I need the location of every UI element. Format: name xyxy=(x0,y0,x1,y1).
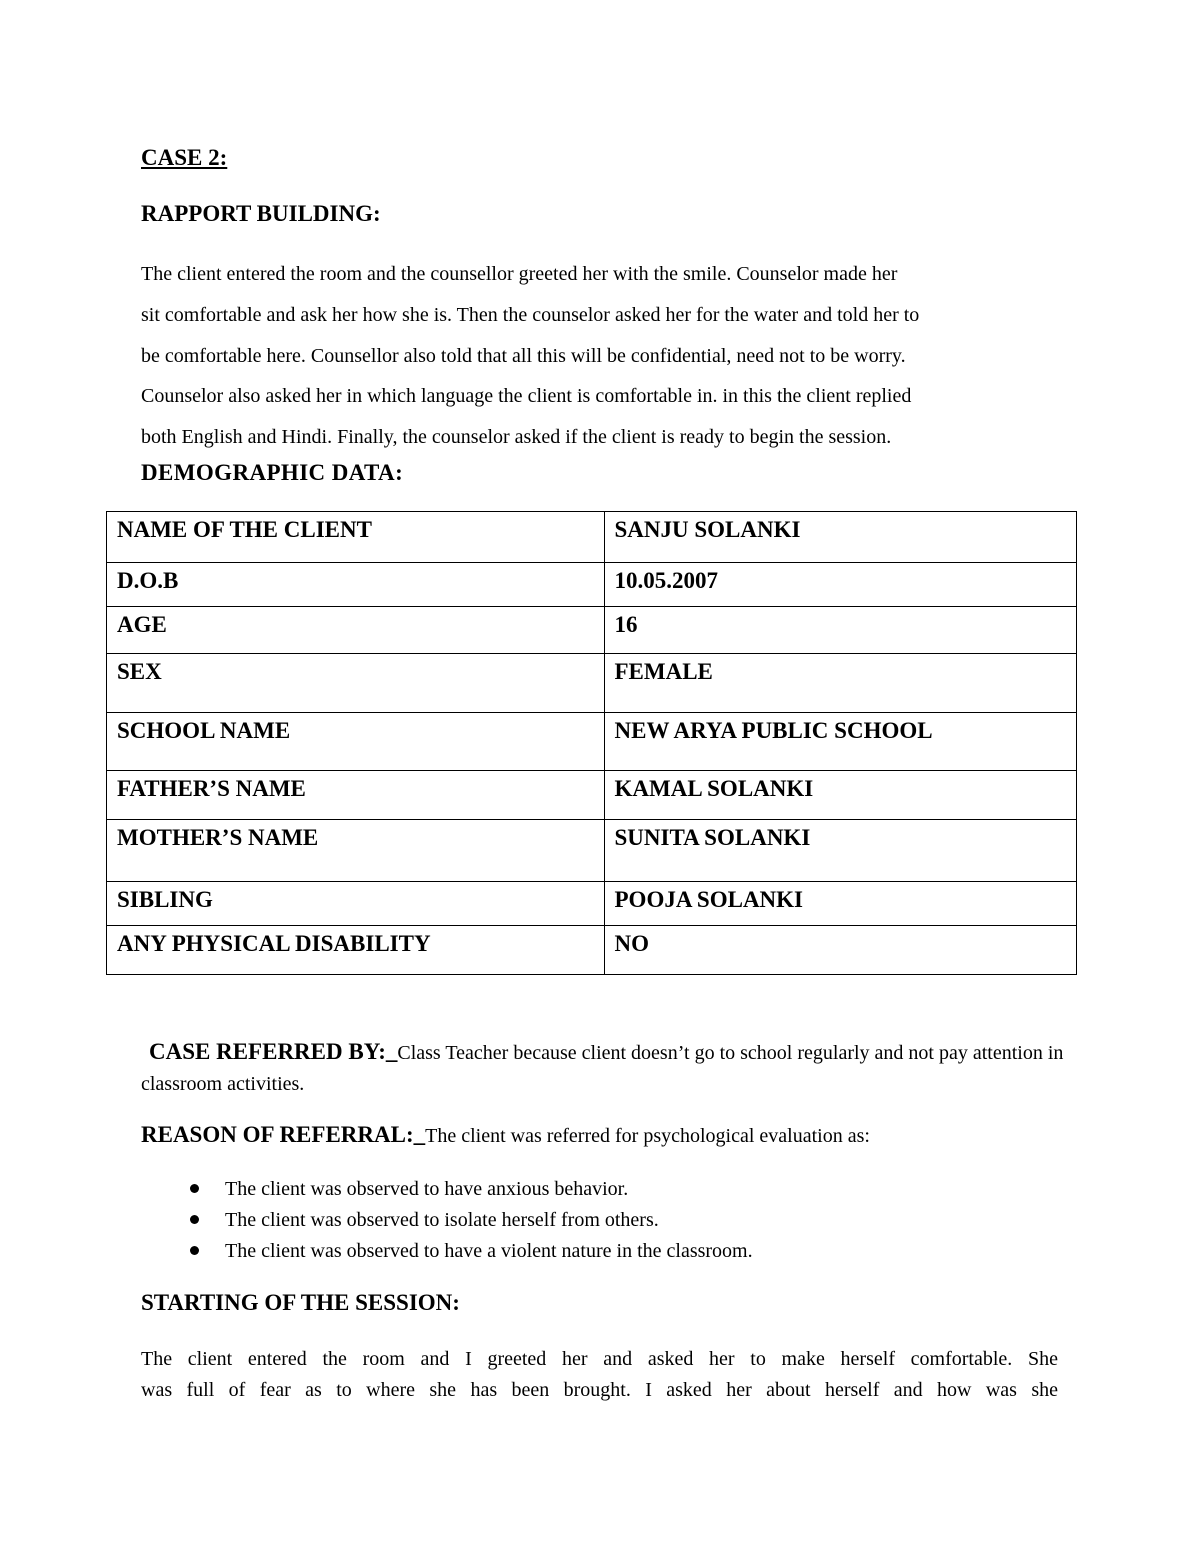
reason-label: REASON OF REFERRAL:_ xyxy=(141,1122,426,1147)
list-item xyxy=(182,1207,753,1238)
rapport-line: The client entered the room and the counsellor greeted her with the smile. Counselor made her xyxy=(141,263,898,285)
table-row xyxy=(107,882,1077,926)
row-key: SIBLING xyxy=(107,882,605,926)
session-line: was full of fear as to where she has been brought. I asked her about herself and how was she xyxy=(141,1379,1058,1401)
reason-bullet-list xyxy=(182,1176,753,1269)
reason-of-referral xyxy=(141,1122,1071,1148)
row-value: POOJA SOLANKI xyxy=(604,882,1077,926)
row-value: KAMAL SOLANKI xyxy=(604,771,1077,820)
row-key: ANY PHYSICAL DISABILITY xyxy=(107,926,605,975)
reason-text: The client was referred for psychological evaluation as: xyxy=(425,1125,870,1147)
table-row xyxy=(107,820,1077,882)
row-value: NEW ARYA PUBLIC SCHOOL xyxy=(604,713,1077,771)
row-key: NAME OF THE CLIENT xyxy=(107,512,605,563)
row-key: MOTHER’S NAME xyxy=(107,820,605,882)
row-value: 16 xyxy=(604,607,1077,654)
case-referred-by xyxy=(141,1036,1071,1100)
table-row xyxy=(107,771,1077,820)
session-heading: STARTING OF THE SESSION: xyxy=(141,1290,460,1315)
session-line: The client entered the room and I greeted her and asked her to make herself comfortable. She xyxy=(141,1348,1058,1370)
rapport-heading: RAPPORT BUILDING: xyxy=(141,201,381,226)
row-key: AGE xyxy=(107,607,605,654)
bullet-icon xyxy=(190,1246,199,1255)
table-row xyxy=(107,926,1077,975)
row-value: FEMALE xyxy=(604,654,1077,713)
session-paragraph xyxy=(141,1344,1058,1406)
bullet-icon xyxy=(190,1215,199,1224)
bullet-text: The client was observed to have a violent nature in the classroom. xyxy=(225,1240,753,1262)
bullet-icon xyxy=(190,1184,199,1193)
bullet-text: The client was observed to isolate herself from others. xyxy=(225,1209,659,1231)
bullet-text: The client was observed to have anxious behavior. xyxy=(225,1178,629,1200)
row-value: SANJU SOLANKI xyxy=(604,512,1077,563)
table-row xyxy=(107,713,1077,771)
row-value: SUNITA SOLANKI xyxy=(604,820,1077,882)
demographic-table xyxy=(106,511,1077,975)
row-key: SEX xyxy=(107,654,605,713)
table-row xyxy=(107,563,1077,607)
rapport-paragraph xyxy=(141,254,1071,458)
rapport-line: both English and Hindi. Finally, the counselor asked if the client is ready to begin the session. xyxy=(141,426,892,449)
case-title: CASE 2: xyxy=(141,145,228,170)
rapport-line: sit comfortable and ask her how she is. Then the counselor asked her for the water and told her to xyxy=(141,303,920,326)
referred-text: Class Teacher because client doesn’t go to school regularly and not pay attention in classroom activities. xyxy=(141,1042,1064,1095)
row-value: 10.05.2007 xyxy=(604,563,1077,607)
demographic-heading: DEMOGRAPHIC DATA: xyxy=(141,460,404,485)
rapport-line: be comfortable here. Counsellor also told that all this will be confidential, need not to be worry. xyxy=(141,344,906,367)
list-item xyxy=(182,1176,753,1207)
row-key: FATHER’S NAME xyxy=(107,771,605,820)
row-value: NO xyxy=(604,926,1077,975)
list-item xyxy=(182,1238,753,1269)
table-row xyxy=(107,607,1077,654)
table-row xyxy=(107,512,1077,563)
rapport-line: Counselor also asked her in which language the client is comfortable in. in this the client replied xyxy=(141,385,912,408)
row-key: SCHOOL NAME xyxy=(107,713,605,771)
table-row xyxy=(107,654,1077,713)
row-key: D.O.B xyxy=(107,563,605,607)
referred-label: CASE REFERRED BY:_ xyxy=(149,1039,398,1064)
